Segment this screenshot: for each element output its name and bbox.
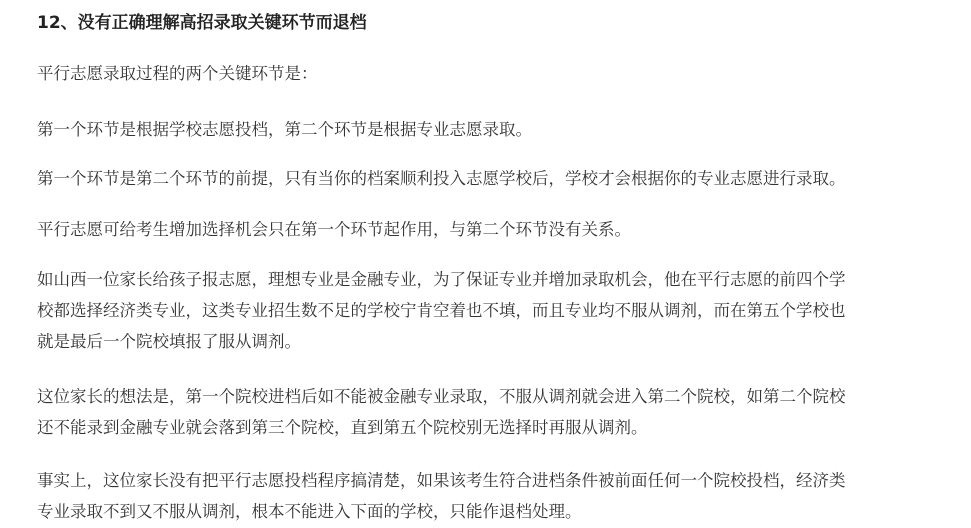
paragraph-line: 专业录取不到又不服从调剂，根本不能进入下面的学校，只能作退档处理。 <box>37 502 582 521</box>
paragraph-line: 还不能录到金融专业就会落到第三个院校，直到第五个院校别无选择时再服从调剂。 <box>37 418 648 437</box>
paragraph-step-prerequisite <box>37 163 942 194</box>
paragraph-line: 平行志愿录取过程的两个关键环节是： <box>37 64 318 83</box>
paragraph-key-steps-intro <box>37 58 942 89</box>
paragraph-line: 如山西一位家长给孩子报志愿，理想专业是金融专业，为了保证专业并增加录取机会，他在平行志愿的前四个学 <box>37 270 846 289</box>
paragraph-two-steps <box>37 114 942 145</box>
paragraph-parallel-effect <box>37 214 942 245</box>
paragraph-line: 第一个环节是根据学校志愿投档，第二个环节是根据专业志愿录取。 <box>37 120 532 139</box>
paragraph-line: 校都选择经济类专业，这类专业招生数不足的学校宁肯空着也不填，而且专业均不服从调剂，而在第五个学校也 <box>37 301 846 320</box>
paragraph-line: 事实上，这位家长没有把平行志愿投档程序搞清楚，如果该考生符合进档条件被前面任何一个院校投档，经济类 <box>37 471 846 490</box>
paragraph-shanxi-example <box>37 264 942 357</box>
paragraph-actual-result <box>37 465 942 527</box>
section-heading: 12、没有正确理解高招录取关键环节而退档 <box>37 13 367 33</box>
paragraph-line: 平行志愿可给考生增加选择机会只在第一个环节起作用，与第二个环节没有关系。 <box>37 220 631 239</box>
paragraph-line: 就是最后一个院校填报了服从调剂。 <box>37 332 301 351</box>
paragraph-line: 第一个环节是第二个环节的前提，只有当你的档案顺利投入志愿学校后，学校才会根据你的专业志愿进行录取。 <box>37 169 846 188</box>
paragraph-line: 这位家长的想法是，第一个院校进档后如不能被金融专业录取，不服从调剂就会进入第二个院校，如第二个院校 <box>37 387 846 406</box>
paragraph-parent-idea <box>37 381 942 443</box>
